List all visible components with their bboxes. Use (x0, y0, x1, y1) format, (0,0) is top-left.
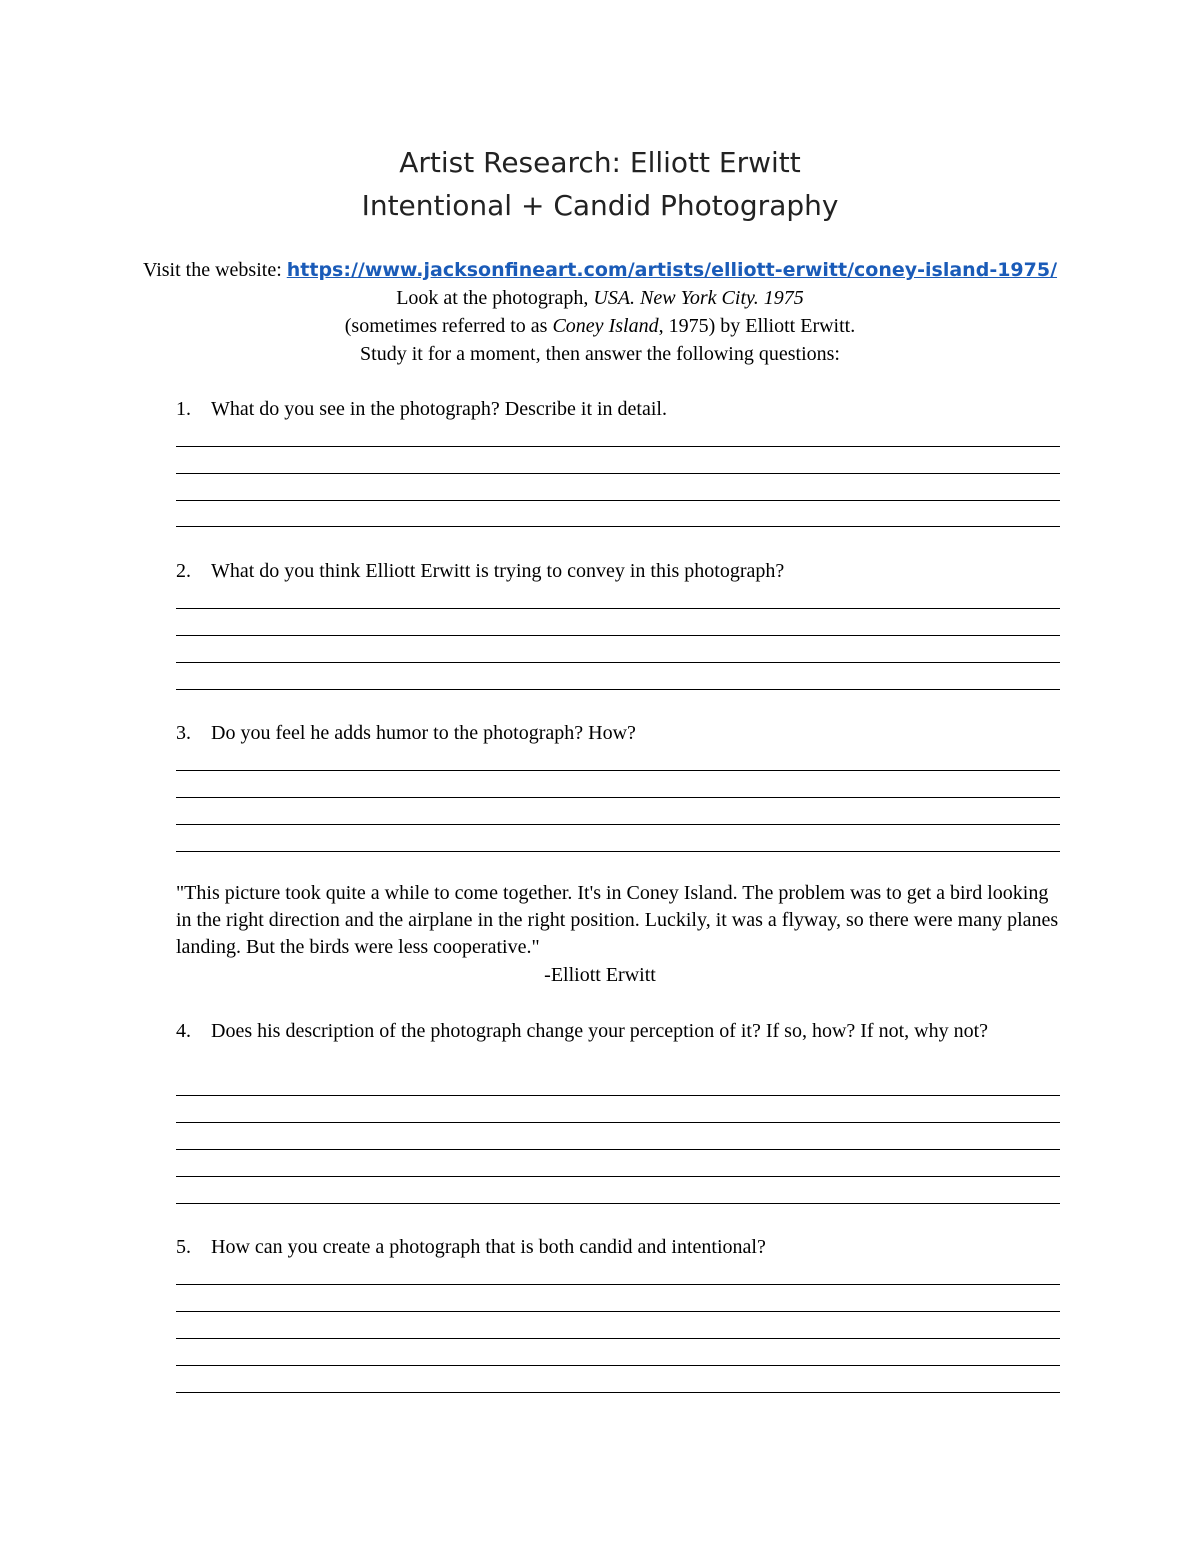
question-text: Does his description of the photograph change your perception of it? If so, how? If not, why not? (211, 1020, 989, 1042)
question-number: 3. (176, 722, 191, 744)
sometimes-prefix: (sometimes referred to as (344, 315, 553, 337)
intro-block (0, 256, 1200, 368)
answer-line[interactable] (176, 1122, 1060, 1123)
study-instruction: Study it for a moment, then answer the following questions: (360, 343, 840, 365)
answer-line[interactable] (176, 1338, 1060, 1339)
website-link[interactable]: https://www.jacksonfineart.com/artists/elliott-erwitt/coney-island-1975/ (286, 259, 1058, 281)
answer-line[interactable] (176, 1311, 1060, 1312)
answer-line[interactable] (176, 1392, 1060, 1393)
photo-title: USA. New York City. 1975 (593, 287, 804, 309)
look-at-photo-line (0, 284, 1200, 312)
alt-photo-title: Coney Island (552, 315, 659, 337)
question-text: How can you create a photograph that is both candid and intentional? (211, 1236, 766, 1258)
answer-line[interactable] (176, 770, 1060, 771)
question-number: 1. (176, 398, 191, 420)
visit-label: Visit the website: (142, 259, 287, 281)
question-number: 4. (176, 1020, 191, 1042)
visit-website-line (0, 256, 1200, 284)
answer-line[interactable] (176, 797, 1060, 798)
answer-line[interactable] (176, 662, 1060, 663)
answer-line[interactable] (176, 473, 1060, 474)
question-text: Do you feel he adds humor to the photograph? How? (211, 722, 636, 744)
artist-quote: "This picture took quite a while to come together. It's in Coney Island. The problem was to get a bird looking in the right direction and the airplane in the right position. Luckily, it was a flyway, so there were many planes landing. But the birds were less cooperative." (176, 882, 1059, 958)
answer-line[interactable] (176, 1176, 1060, 1177)
answer-line[interactable] (176, 1095, 1060, 1096)
answer-line[interactable] (176, 1284, 1060, 1285)
answer-line[interactable] (176, 1365, 1060, 1366)
page-title: Artist Research: Elliott Erwitt (399, 146, 801, 179)
question-text: What do you see in the photograph? Describe it in detail. (211, 398, 667, 420)
question-5 (176, 1233, 1056, 1261)
answer-line[interactable] (176, 608, 1060, 609)
question-number: 2. (176, 560, 191, 582)
page-subtitle: Intentional + Candid Photography (361, 189, 839, 222)
answer-line[interactable] (176, 1149, 1060, 1150)
answer-line[interactable] (176, 446, 1060, 447)
question-1 (176, 395, 1056, 423)
answer-line[interactable] (176, 851, 1060, 852)
sometimes-suffix: , 1975) by Elliott Erwitt. (658, 315, 856, 337)
answer-line[interactable] (176, 526, 1060, 527)
question-number: 5. (176, 1236, 191, 1258)
question-2 (176, 557, 1056, 585)
question-text: What do you think Elliott Erwitt is trying to convey in this photograph? (211, 560, 785, 582)
quote-attribution: -Elliott Erwitt (544, 964, 656, 986)
answer-line[interactable] (176, 1203, 1060, 1204)
look-prefix: Look at the photograph, (396, 287, 594, 309)
answer-line[interactable] (176, 500, 1060, 501)
question-4 (176, 1017, 1056, 1045)
alt-title-line (0, 312, 1200, 340)
answer-line[interactable] (176, 689, 1060, 690)
question-3 (176, 719, 1056, 747)
answer-line[interactable] (176, 635, 1060, 636)
answer-line[interactable] (176, 824, 1060, 825)
